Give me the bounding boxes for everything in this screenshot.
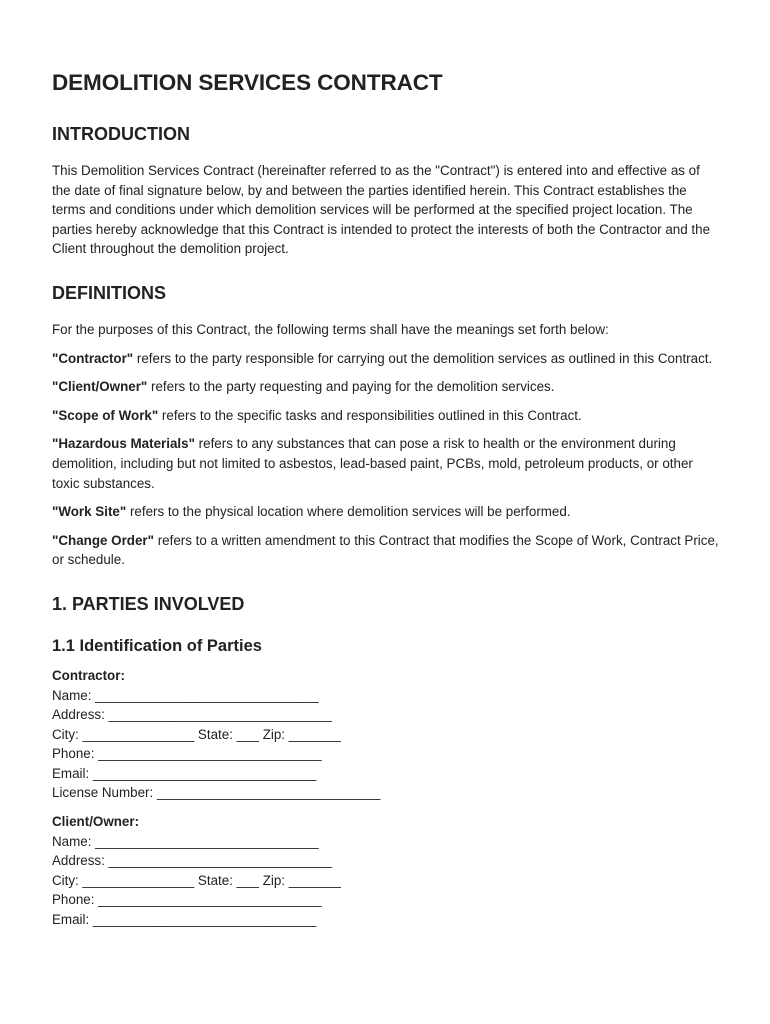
document-title: DEMOLITION SERVICES CONTRACT xyxy=(52,70,443,95)
definition-term: "Client/Owner" xyxy=(52,379,148,395)
definition-text: refers to a written amendment to this Contract that modifies the Scope of Work, Contract Price, or schedule. xyxy=(52,532,719,568)
definition-text: refers to any substances that can pose a risk to health or the environment during demolition, including but not limited to asbestos, lead-based paint, PCBs, mold, petroleum products, or other toxic substances. xyxy=(52,436,693,491)
definition-term: "Work Site" xyxy=(52,504,127,520)
contractor-address-field[interactable]: Address: ______________________________ xyxy=(52,707,332,723)
client-phone-field[interactable]: Phone: ______________________________ xyxy=(52,892,322,908)
client-block xyxy=(52,812,722,930)
contractor-phone-field[interactable]: Phone: ______________________________ xyxy=(52,746,322,762)
definition-term: "Change Order" xyxy=(52,532,154,548)
definition-text: refers to the party responsible for carrying out the demolition services as outlined in this Contract. xyxy=(133,350,713,366)
definition-item-client-owner xyxy=(52,377,722,397)
contractor-email-field[interactable]: Email: ______________________________ xyxy=(52,765,317,781)
contractor-block xyxy=(52,666,722,803)
definition-item-hazardous-materials xyxy=(52,434,722,493)
definition-term: "Hazardous Materials" xyxy=(52,436,195,452)
definition-item-work-site xyxy=(52,502,722,522)
definition-text: refers to the physical location where demolition services will be performed. xyxy=(126,504,571,520)
client-address-field[interactable]: Address: ______________________________ xyxy=(52,853,332,869)
definitions-lead: For the purposes of this Contract, the following terms shall have the meanings set forth below: xyxy=(52,321,609,337)
definition-item-contractor xyxy=(52,349,722,369)
introduction-paragraph: This Demolition Services Contract (hereinafter referred to as the "Contract") is entered into and effective as of the date of final signature below, by and between the parties identified herein. This Contract establishes the terms and conditions under which demolition services will be performed at the specified project location. The parties hereby acknowledge that this Contract is intended to protect the interests of both the Contractor and the Client throughout the demolition project. xyxy=(52,163,711,257)
client-city-state-zip-field[interactable]: City: _______________ State: ___ Zip: _______ xyxy=(52,872,341,888)
contractor-label: Contractor: xyxy=(52,667,125,683)
subsection-heading-identification: 1.1 Identification of Parties xyxy=(52,636,262,655)
definition-term: "Contractor" xyxy=(52,350,134,366)
definition-text: refers to the party requesting and paying for the demolition services. xyxy=(147,379,555,395)
definition-term: "Scope of Work" xyxy=(52,407,159,423)
definition-text: refers to the specific tasks and responsibilities outlined in this Contract. xyxy=(158,407,582,423)
document-page xyxy=(52,70,722,939)
contractor-name-field[interactable]: Name: ______________________________ xyxy=(52,687,319,703)
contractor-city-state-zip-field[interactable]: City: _______________ State: ___ Zip: _______ xyxy=(52,726,341,742)
section-heading-introduction: INTRODUCTION xyxy=(52,124,190,144)
client-label: Client/Owner: xyxy=(52,814,140,830)
section-heading-definitions: DEFINITIONS xyxy=(52,282,167,303)
definition-item-scope-of-work xyxy=(52,406,722,426)
contractor-license-field[interactable]: License Number: ______________________________ xyxy=(52,785,381,801)
section-heading-parties: 1. PARTIES INVOLVED xyxy=(52,593,245,614)
client-name-field[interactable]: Name: ______________________________ xyxy=(52,833,319,849)
client-email-field[interactable]: Email: ______________________________ xyxy=(52,912,317,928)
definition-item-change-order xyxy=(52,531,722,570)
